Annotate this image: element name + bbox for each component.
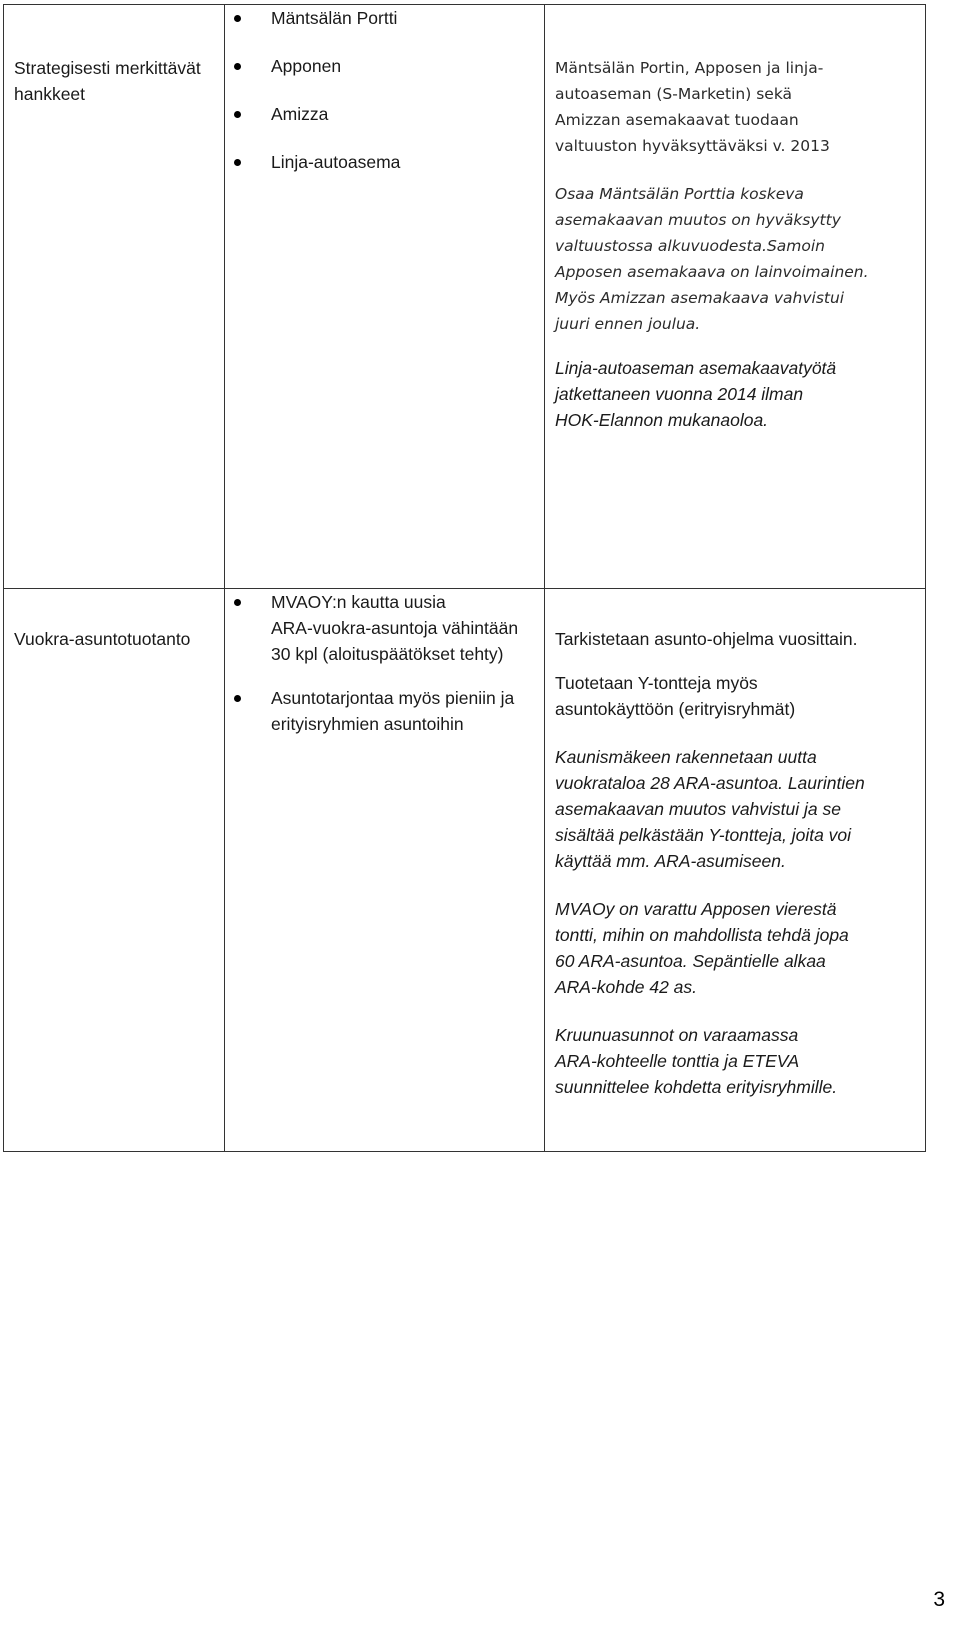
status-cell bbox=[545, 589, 926, 1152]
list-item bbox=[225, 685, 544, 737]
status-paragraph: MVAOy on varattu Apposen vierestä tontti, mihin on mahdollista tehdä jopa 60 ARA-asuntoa. Sepäntielle alkaa ARA-kohde 42 as. bbox=[555, 899, 849, 997]
status-paragraph: Osaa Mäntsälän Porttia koskeva asemakaavan muutos on hyväksytty valtuustossa alkuvuodesta.Samoin Apposen asemakaava on lainvoimainen. Myös Amizzan asemakaava vahvistui juuri ennen joulua. bbox=[555, 185, 869, 333]
list-item bbox=[225, 53, 544, 79]
table-row bbox=[4, 5, 926, 589]
status-paragraph: Mäntsälän Portin, Apposen ja linja- autoaseman (S-Marketin) sekä Amizzan asemakaavat tuodaan valtuuston hyväksyttäväksi v. 2013 bbox=[555, 59, 830, 155]
page-number: 3 bbox=[933, 1588, 945, 1611]
row-title: Strategisesti merkittävät hankkeet bbox=[14, 58, 201, 104]
list-item-text: MVAOY:n kautta uusia ARA-vuokra-asuntoja vähintään 30 kpl (aloituspäätökset tehty) bbox=[271, 592, 519, 664]
list-item bbox=[225, 149, 544, 175]
list-item bbox=[225, 101, 544, 127]
list-item-text: Mäntsälän Portti bbox=[271, 8, 398, 28]
status-paragraph: Tuotetaan Y-tontteja myös asuntokäyttöön (eritryisryhmät) bbox=[555, 673, 796, 719]
row-title: Vuokra-asuntotuotanto bbox=[14, 629, 191, 649]
bullet-icon bbox=[234, 111, 241, 118]
bullet-icon bbox=[234, 15, 241, 22]
list-item-text: Asuntotarjontaa myös pieniin ja erityisryhmien asuntoihin bbox=[271, 688, 515, 734]
status-paragraph: Kruunuasunnot on varaamassa ARA-kohteelle tonttia ja ETEVA suunnittelee kohdetta erityisryhmille. bbox=[555, 1025, 838, 1097]
bullet-icon bbox=[234, 695, 241, 702]
list-item bbox=[225, 5, 544, 31]
bullet-icon bbox=[234, 599, 241, 606]
row-title-cell bbox=[4, 5, 225, 589]
bullet-icon bbox=[234, 63, 241, 70]
status-paragraph: Linja-autoaseman asemakaavatyötä jatkettaneen vuonna 2014 ilman HOK-Elannon mukanaoloa. bbox=[555, 358, 837, 430]
list-item-text: Linja-autoasema bbox=[271, 152, 401, 172]
status-paragraph: Tarkistetaan asunto-ohjelma vuosittain. bbox=[555, 629, 858, 649]
status-paragraph: Kaunismäkeen rakennetaan uutta vuokrataloa 28 ARA-asuntoa. Laurintien asemakaavan muutos vahvistui ja se sisältää pelkästään Y-tontteja, joita voi käyttää mm. ARA-asumiseen. bbox=[555, 747, 865, 871]
table-row bbox=[4, 589, 926, 1152]
list-item bbox=[225, 589, 544, 667]
list-item-text: Amizza bbox=[271, 104, 329, 124]
bullet-icon bbox=[234, 159, 241, 166]
bullets-cell bbox=[225, 589, 545, 1152]
bullet-list bbox=[225, 5, 544, 175]
bullet-list bbox=[225, 589, 544, 737]
plan-table bbox=[3, 4, 926, 1152]
status-cell bbox=[545, 5, 926, 589]
row-title-cell bbox=[4, 589, 225, 1152]
bullets-cell bbox=[225, 5, 545, 589]
list-item-text: Apponen bbox=[271, 56, 342, 76]
